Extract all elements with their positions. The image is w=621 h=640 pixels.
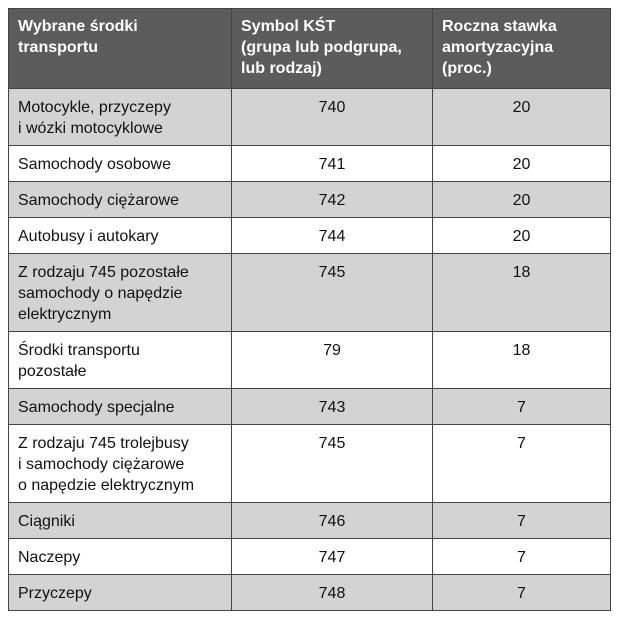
- cell-vehicle-type: Z rodzaju 745 pozostałe samochody o napędzie elektrycznym: [9, 254, 232, 332]
- cell-kst-symbol: 79: [232, 332, 433, 389]
- cell-kst-symbol: 745: [232, 254, 433, 332]
- table-row: [9, 332, 611, 389]
- cell-kst-symbol: 748: [232, 575, 433, 611]
- cell-annual-rate: 20: [433, 218, 611, 254]
- cell-annual-rate: 20: [433, 89, 611, 146]
- cell-kst-symbol: 747: [232, 539, 433, 575]
- cell-annual-rate: 20: [433, 182, 611, 218]
- cell-annual-rate: 18: [433, 254, 611, 332]
- cell-kst-symbol: 745: [232, 425, 433, 503]
- table-row: [9, 575, 611, 611]
- cell-vehicle-type: Samochody specjalne: [9, 389, 232, 425]
- table-row: [9, 254, 611, 332]
- table-row: [9, 146, 611, 182]
- cell-annual-rate: 7: [433, 539, 611, 575]
- cell-annual-rate: 7: [433, 389, 611, 425]
- cell-annual-rate: 18: [433, 332, 611, 389]
- header-annual-rate: Roczna stawka amortyzacyjna (proc.): [433, 9, 611, 89]
- cell-kst-symbol: 743: [232, 389, 433, 425]
- table-row: [9, 182, 611, 218]
- cell-kst-symbol: 744: [232, 218, 433, 254]
- table-row: [9, 539, 611, 575]
- cell-vehicle-type: Samochody ciężarowe: [9, 182, 232, 218]
- cell-vehicle-type: Autobusy i autokary: [9, 218, 232, 254]
- cell-vehicle-type: Środki transportu pozostałe: [9, 332, 232, 389]
- cell-vehicle-type: Ciągniki: [9, 503, 232, 539]
- cell-vehicle-type: Przyczepy: [9, 575, 232, 611]
- table-row: [9, 89, 611, 146]
- cell-kst-symbol: 746: [232, 503, 433, 539]
- table-row: [9, 389, 611, 425]
- table-header-row: [9, 9, 611, 89]
- cell-annual-rate: 7: [433, 425, 611, 503]
- table-row: [9, 503, 611, 539]
- cell-annual-rate: 7: [433, 575, 611, 611]
- cell-vehicle-type: Samochody osobowe: [9, 146, 232, 182]
- cell-kst-symbol: 741: [232, 146, 433, 182]
- cell-vehicle-type: Motocykle, przyczepy i wózki motocyklowe: [9, 89, 232, 146]
- cell-vehicle-type: Naczepy: [9, 539, 232, 575]
- table-row: [9, 218, 611, 254]
- table-row: [9, 425, 611, 503]
- cell-vehicle-type: Z rodzaju 745 trolejbusy i samochody ciężarowe o napędzie elektrycznym: [9, 425, 232, 503]
- header-kst-symbol: Symbol KŚT (grupa lub podgrupa, lub rodzaj): [232, 9, 433, 89]
- header-vehicle-type: Wybrane środki transportu: [9, 9, 232, 89]
- depreciation-table: [8, 8, 611, 611]
- cell-kst-symbol: 740: [232, 89, 433, 146]
- cell-annual-rate: 20: [433, 146, 611, 182]
- cell-kst-symbol: 742: [232, 182, 433, 218]
- table-container: [8, 8, 611, 611]
- cell-annual-rate: 7: [433, 503, 611, 539]
